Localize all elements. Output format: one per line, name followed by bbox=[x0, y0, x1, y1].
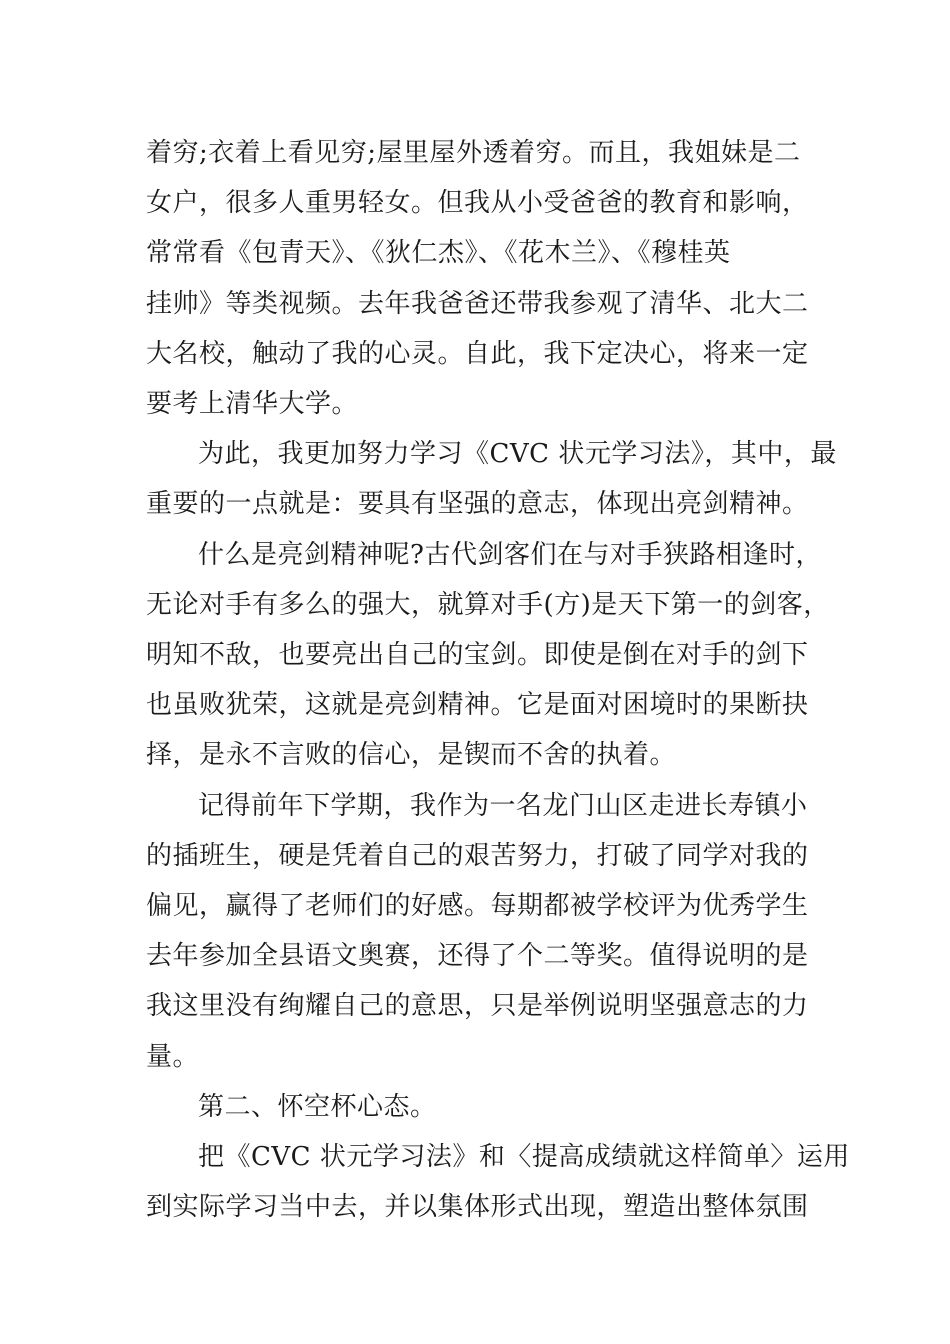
text-line: 的插班生，硬是凭着自己的艰苦努力，打破了同学对我的 bbox=[146, 840, 809, 871]
text-line: 重要的一点就是：要具有坚强的意志，体现出亮剑精神。 bbox=[146, 489, 809, 520]
text-line: 我这里没有绚耀自己的意思，只是举例说明坚强意志的力 bbox=[146, 991, 809, 1022]
paragraph-3 bbox=[146, 530, 830, 781]
body-text bbox=[146, 128, 850, 1232]
text-line: 量。 bbox=[146, 1041, 200, 1072]
paragraph-6 bbox=[146, 1132, 850, 1232]
text-line: 要考上清华大学。 bbox=[146, 389, 359, 420]
text-line: 去年参加全县语文奥赛，还得了个二等奖。值得说明的是 bbox=[146, 941, 809, 972]
text-line: 也虽败犹荣，这就是亮剑精神。它是面对困境时的果断抉 bbox=[146, 690, 809, 721]
text-line: 大名校，触动了我的心灵。自此，我下定决心，将来一定 bbox=[146, 338, 809, 369]
text-line: 偏见，赢得了老师们的好感。每期都被学校评为优秀学生 bbox=[146, 891, 809, 922]
text-line: 无论对手有多么的强大，就算对手(方)是天下第一的剑客， bbox=[146, 589, 830, 620]
paragraph-1 bbox=[146, 128, 809, 429]
text-line: 到实际学习当中去，并以集体形式出现，塑造出整体氛围 bbox=[146, 1192, 809, 1223]
text-line: 常常看《包青天》、《狄仁杰》、《花木兰》、《穆桂英 bbox=[146, 238, 731, 269]
text-line: 把《CVC 状元学习法》和〈提高成绩就这样简单〉运用 bbox=[198, 1142, 850, 1173]
text-line: 挂帅》等类视频。去年我爸爸还带我参观了清华、北大二 bbox=[146, 288, 809, 319]
section-heading: 第二、怀空杯心态。 bbox=[198, 1091, 437, 1122]
paragraph-4 bbox=[146, 781, 809, 1082]
text-line: 记得前年下学期，我作为一名龙门山区走进长寿镇小 bbox=[198, 790, 808, 821]
text-line: 女户，很多人重男轻女。但我从小受爸爸的教育和影响， bbox=[146, 188, 809, 219]
text-line: 为此，我更加努力学习《CVC 状元学习法》，其中，最 bbox=[198, 439, 837, 470]
paragraph-5 bbox=[146, 1082, 806, 1132]
text-line: 着穷;衣着上看见穷;屋里屋外透着穷。而且，我姐妹是二 bbox=[146, 138, 801, 168]
text-line: 什么是亮剑精神呢?古代剑客们在与对手狭路相逢时， bbox=[198, 539, 822, 570]
paragraph-2 bbox=[146, 429, 837, 529]
text-line: 明知不敌，也要亮出自己的宝剑。即使是倒在对手的剑下 bbox=[146, 640, 809, 671]
text-line: 择，是永不言败的信心，是锲而不舍的执着。 bbox=[146, 740, 677, 771]
